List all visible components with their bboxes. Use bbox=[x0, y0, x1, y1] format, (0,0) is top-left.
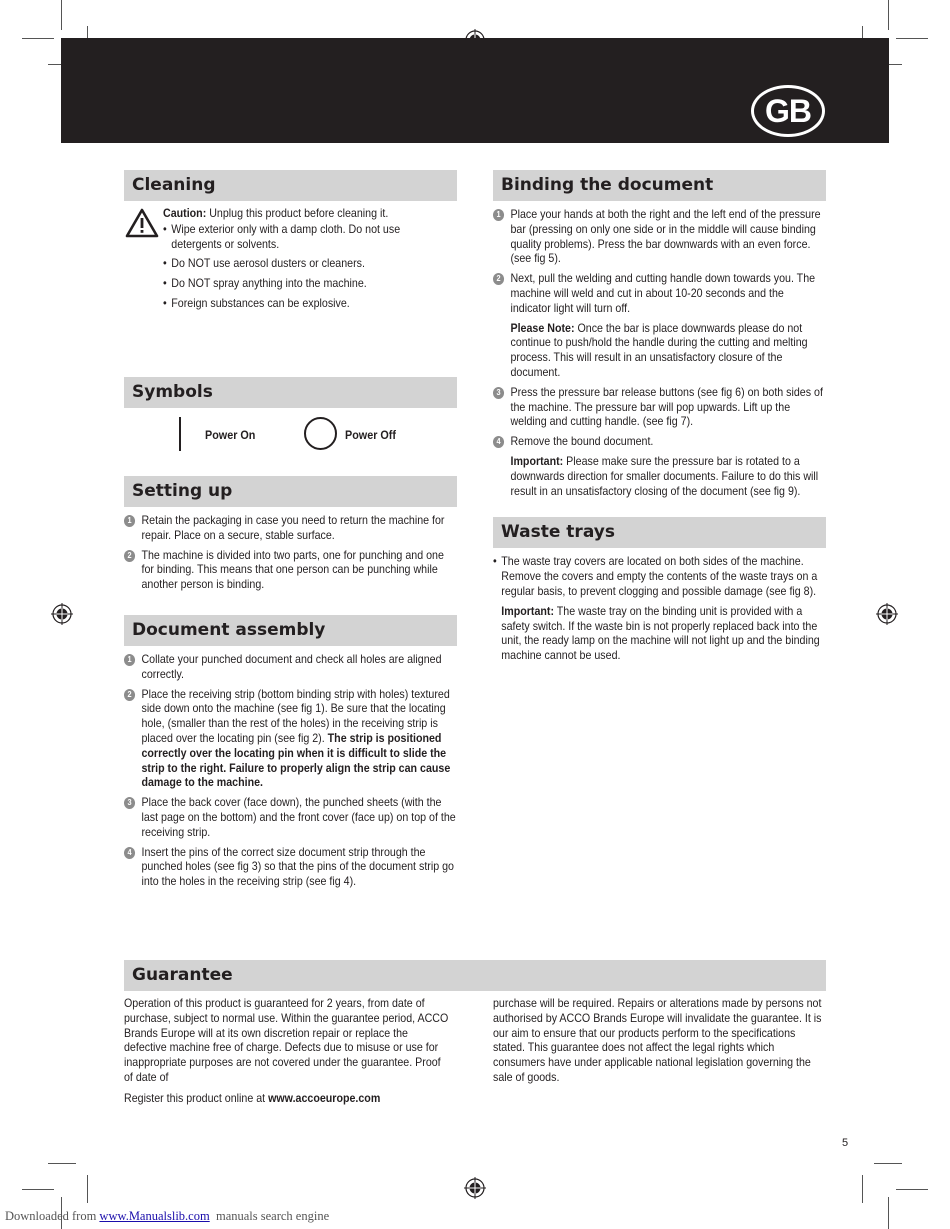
note-paragraph bbox=[493, 322, 826, 381]
country-badge: GB bbox=[751, 85, 825, 137]
crop-mark bbox=[862, 1175, 863, 1203]
guarantee-heading: Guarantee bbox=[124, 960, 826, 991]
waste-trays-section bbox=[493, 555, 826, 664]
list-item bbox=[493, 435, 826, 450]
list-item: • The waste tray covers are located on both sides of the machine. Remove the covers and empty the contents of the waste trays on a regular basis, to prevent clogging and possible damage (see fig 8). bbox=[493, 555, 826, 599]
power-on-icon bbox=[179, 417, 181, 451]
list-item: • Wipe exterior only with a damp cloth. Do not use detergents or solvents. bbox=[163, 223, 448, 253]
crop-mark bbox=[896, 38, 928, 39]
cleaning-section bbox=[124, 207, 457, 325]
binding-section bbox=[493, 208, 826, 499]
step-number-badge: 4 bbox=[493, 436, 504, 448]
guarantee-left-text bbox=[124, 997, 452, 1107]
step-number-badge: 1 bbox=[493, 209, 504, 221]
registration-mark-icon bbox=[51, 603, 73, 625]
left-column bbox=[124, 170, 457, 895]
step-text: Collate your punched document and check all holes are aligned correctly. bbox=[141, 652, 442, 681]
footer-suffix: manuals search engine bbox=[209, 1209, 330, 1223]
step-number-badge: 3 bbox=[124, 797, 135, 809]
step-text: Next, pull the welding and cutting handle down towards you. The machine will weld and cut in about 10-20 seconds and the indicator light will turn off. bbox=[510, 272, 816, 315]
crop-mark bbox=[874, 1163, 902, 1164]
important-paragraph bbox=[493, 455, 826, 499]
list-item bbox=[124, 796, 457, 840]
list-item: • Foreign substances can be explosive. bbox=[163, 297, 448, 312]
list-item bbox=[124, 514, 457, 544]
crop-mark bbox=[87, 1175, 88, 1203]
setting-up-heading: Setting up bbox=[124, 476, 457, 507]
right-column bbox=[493, 170, 826, 664]
list-item: • Do NOT spray anything into the machine. bbox=[163, 277, 448, 292]
list-item: • Do NOT use aerosol dusters or cleaners. bbox=[163, 257, 448, 272]
register-line bbox=[124, 1092, 452, 1107]
symbols-section bbox=[124, 408, 457, 476]
important-text: Please make sure the pressure bar is rotated to a downwards direction for smaller documents. Failure to do this will result in an unsatisfactory closing of the document (see fig 9). bbox=[510, 454, 819, 498]
step-text: The machine is divided into two parts, one for punching and one for binding. This means that one person can be punching while another person is binding. bbox=[141, 548, 444, 592]
step-number-badge: 3 bbox=[493, 387, 504, 399]
step-number-badge: 1 bbox=[124, 654, 135, 666]
caution-label: Caution: bbox=[163, 207, 207, 220]
symbols-heading: Symbols bbox=[124, 377, 457, 408]
download-footer bbox=[5, 1209, 329, 1224]
power-on-label: Power On bbox=[205, 428, 256, 442]
document-assembly-heading: Document assembly bbox=[124, 615, 457, 646]
important-text: The waste tray on the binding unit is provided with a safety switch. If the waste bin is not properly replaced back into the unit, the ready lamp on the machine will not light up and the binding machine cannot be used. bbox=[501, 604, 820, 663]
important-paragraph bbox=[493, 605, 826, 664]
registration-mark-icon bbox=[876, 603, 898, 625]
crop-mark bbox=[22, 1189, 54, 1190]
caution-text: Unplug this product before cleaning it. bbox=[206, 207, 389, 220]
list-item bbox=[124, 688, 457, 792]
step-number-badge: 2 bbox=[124, 550, 135, 562]
guarantee-right-text: purchase will be required. Repairs or alterations made by persons not authorised by ACCO Brands Europe will invalidate the guarantee. It is our aim to ensure that our products perform to the specifications stated. This guarantee does not affect the legal rights which consumers have under applicable national legislation governing the sale of goods. bbox=[493, 997, 822, 1084]
note-text: Once the bar is place downwards please do not continue to push/hold the handle during the cutting and melting process. This will result in an unsatisfactory closure of the document. bbox=[510, 321, 808, 379]
list-item bbox=[124, 653, 457, 683]
register-link[interactable]: www.accoeurope.com bbox=[268, 1091, 381, 1105]
document-assembly-section bbox=[124, 653, 457, 890]
caution-line bbox=[163, 207, 448, 222]
step-text: Place the back cover (face down), the punched sheets (with the last page on the bottom) and the front cover (face up) on top of the receiving strip. bbox=[141, 796, 456, 839]
crop-mark bbox=[888, 1197, 889, 1229]
registration-mark-icon bbox=[464, 1177, 486, 1199]
step-text: Remove the bound document. bbox=[510, 435, 654, 449]
warning-triangle-icon bbox=[125, 208, 159, 238]
setting-up-section bbox=[124, 514, 457, 593]
page-number: 5 bbox=[842, 1137, 849, 1149]
register-text: Register this product online at bbox=[124, 1091, 269, 1105]
step-number-badge: 2 bbox=[124, 689, 135, 701]
list-item bbox=[493, 208, 826, 267]
power-off-label: Power Off bbox=[345, 428, 397, 442]
note-label: Please Note: bbox=[510, 321, 575, 335]
crop-mark bbox=[48, 1163, 76, 1164]
guarantee-paragraph: Operation of this product is guaranteed for 2 years, from date of purchase, subject to normal use. Within the guarantee period, ACCO Brands Europe will at its own discretion repair or replace the defective machine free of charge. Defects due to misuse or use for inappropriate purposes are not covered under the guarantee. Proof of date of bbox=[124, 997, 449, 1084]
crop-mark bbox=[896, 1189, 928, 1190]
crop-mark bbox=[61, 0, 62, 30]
step-text: Place your hands at both the right and the left end of the pressure bar (pressing on only one side or in the middle will cause binding quality problems). Press the bar downwards with an even force. (see fig 5). bbox=[510, 208, 821, 266]
crop-mark bbox=[22, 38, 54, 39]
power-off-icon bbox=[304, 417, 337, 450]
list-item bbox=[124, 846, 457, 890]
binding-heading: Binding the document bbox=[493, 170, 826, 201]
guarantee-section bbox=[124, 960, 826, 1105]
step-text: Insert the pins of the correct size document strip through the punched holes (see fig 3) so that the pins of the document strip go into the holes in the receiving strip (see fig 4). bbox=[141, 845, 454, 889]
header-band bbox=[61, 38, 889, 143]
important-label: Important: bbox=[510, 454, 564, 468]
step-number-badge: 1 bbox=[124, 515, 135, 527]
important-label: Important: bbox=[501, 604, 555, 618]
footer-prefix: Downloaded from bbox=[5, 1209, 100, 1223]
cleaning-heading: Cleaning bbox=[124, 170, 457, 201]
step-text: Retain the packaging in case you need to return the machine for repair. Place on a secure, stable surface. bbox=[141, 514, 445, 542]
manualslib-link[interactable]: www.Manualslib.com bbox=[99, 1209, 210, 1223]
list-item bbox=[124, 549, 457, 593]
waste-trays-heading: Waste trays bbox=[493, 517, 826, 548]
list-item bbox=[493, 272, 826, 316]
step-number-badge: 4 bbox=[124, 847, 135, 859]
crop-mark bbox=[888, 0, 889, 30]
step-number-badge: 2 bbox=[493, 273, 504, 285]
step-warning-text: The strip is positioned correctly over the locating pin when it is difficult to slide the strip to the right. Failure to properly align the strip can cause damage to the machine. bbox=[141, 731, 451, 790]
list-item bbox=[493, 386, 826, 430]
step-text: Press the pressure bar release buttons (see fig 6) on both sides of the machine. The pressure bar will pop upwards. Lift up the welding and cutting handle. (see fig 7). bbox=[510, 385, 823, 429]
step-text: Place the receiving strip (bottom binding strip with holes) textured side down onto the machine (see fig 1). Be sure that the locating hole, (smaller than the rest of the holes) in the receiving strip is placed over the locating pin (see fig 2). bbox=[141, 687, 450, 745]
